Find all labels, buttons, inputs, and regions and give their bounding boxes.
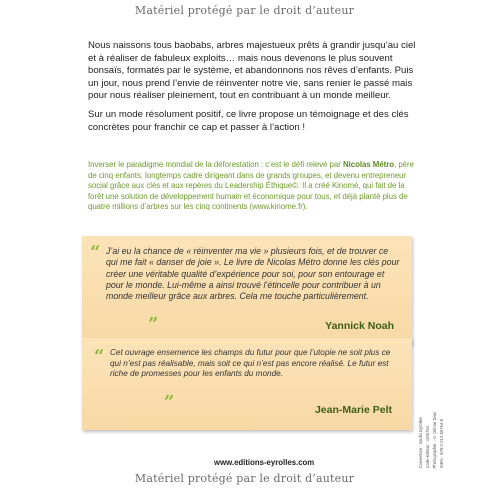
intro-paragraph-2: Sur un mode résolument positif, ce livre propose un témoignage et des clés concrètes pour franchir ce cap et passer à l’action ! bbox=[88, 108, 409, 133]
intro-paragraph-1: Nous naissons tous baobabs, arbres majestueux prêts à grandir jusqu’au ciel et à réaliser de fabuleux exploits… mais nous devenons le plus souvent bonsaïs, formatés par le système, et abandonnons nos rêves d’enfants. Puis un jour, nous prend l’envie de réinventer notre vie, sans renier le passé mais pour nous réaliser pleinement, tout en contribuant à un monde meilleur. bbox=[88, 40, 416, 102]
testimonial-author-1: Yannick Noah bbox=[325, 320, 394, 332]
credit-photo: Photographie : © Gilmar Dias bbox=[432, 411, 437, 468]
close-quote-icon: ” bbox=[164, 392, 175, 413]
intro-text bbox=[88, 40, 418, 140]
testimonial-note-2 bbox=[82, 338, 412, 430]
bio-text-end: , père de cinq enfants, longtemps cadre dirigeant dans de grands groupes, et devenu entrepreneur social grâce aux clés et aux repères du Leadership Éthique©. Il a créé Kinomé, qui fait de la forêt une solution de développement humain et économique pour tous, et déjà planté plus de quatre millions d’arbres sur les cinq continents (www.kinome.fr). bbox=[88, 160, 414, 212]
testimonial-note-1 bbox=[82, 236, 412, 344]
credit-isbn: ISBN : 978-2-212-55764-8 bbox=[439, 418, 444, 468]
author-name: Nicolas Métro bbox=[342, 160, 395, 169]
author-bio-paragraph bbox=[88, 160, 418, 213]
testimonial-text-2: Cet ouvrage ensemence les champs du futur pour que l’utopie ne soit plus ce qui n’est pas réalisable, mais soit ce qui n’est pas encore réalisé. Le futur est riche de promesses pour les enfants du monde. bbox=[110, 348, 391, 379]
open-quote-icon: “ bbox=[94, 346, 105, 367]
open-quote-icon: “ bbox=[90, 242, 101, 263]
credit-cover: Couverture : studio Eyrolles bbox=[418, 416, 423, 468]
copyright-banner-bottom: Matériel protégé par le droit d’auteur bbox=[134, 472, 355, 485]
testimonial-author-2: Jean-Marie Pelt bbox=[314, 404, 392, 416]
publisher-website: www.editions-eyrolles.com bbox=[214, 458, 315, 467]
bio-text-start: Inverser le paradigme mondial de la déforestation : c’est le défi relevé par bbox=[88, 160, 343, 169]
close-quote-icon: ” bbox=[148, 314, 159, 335]
side-credits bbox=[418, 411, 458, 468]
testimonial-text-1: J’ai eu la chance de « réinventer ma vie » plusieurs fois, et de trouver ce qui me fait « danser de joie ». Le livre de Nicolas Métro donne les clés pour créer une véritable qualité d’expérience pour soi, pour son entourage et pour le monde. Lui-même a ainsi trouvé l’étincelle pour contribuer à un monde meilleur grâce aux arbres. Cela me touche particulièrement. bbox=[106, 246, 400, 302]
copyright-banner-top: Matériel protégé par le droit d’auteur bbox=[134, 4, 355, 17]
credit-code: Code éditeur : G55764 bbox=[425, 425, 430, 468]
